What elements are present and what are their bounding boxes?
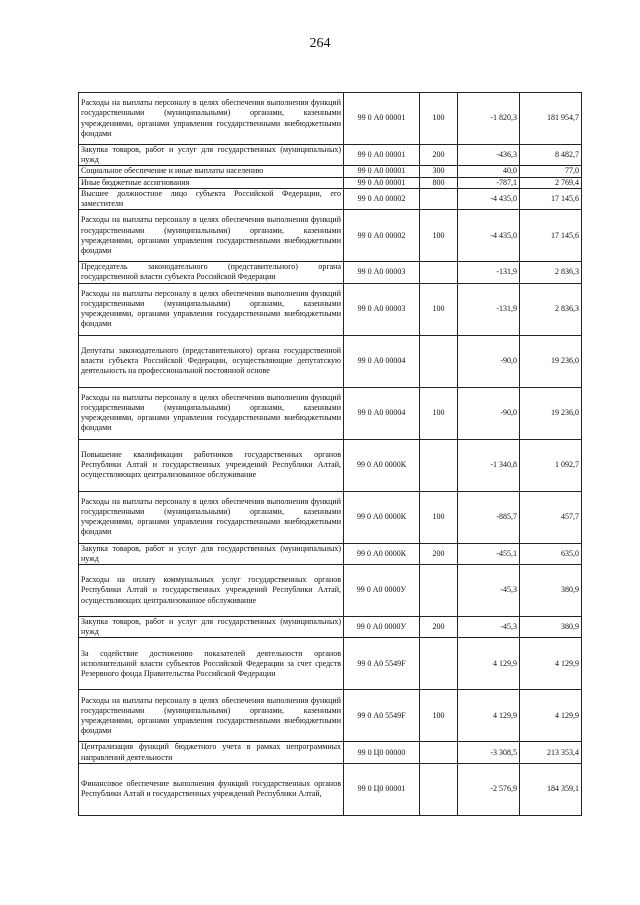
- expense-name-cell: За содействие достижению показателей деятельности органов исполнительной власти субъектов Российской Федерации за счет средств Резервного фонда Правительства Российской Федерации: [79, 638, 344, 690]
- target-article-cell: 99 0 А0 0000У: [344, 565, 420, 617]
- target-article-cell: 99 0 А0 0000К: [344, 543, 420, 564]
- table-row: [79, 387, 582, 439]
- change-amount-cell: 40,0: [458, 166, 520, 177]
- table-row: [79, 439, 582, 491]
- expense-name-cell: Финансовое обеспечение выполнения функций государственных органов Республики Алтай и государственных учреждений Республики Алтай,: [79, 763, 344, 815]
- expense-name-cell: Закупка товаров, работ и услуг для государственных (муниципальных) нужд: [79, 543, 344, 564]
- expense-name-cell: Высшее должностное лицо субъекта Российской Федерации, его заместители: [79, 188, 344, 209]
- change-amount-cell: -4 435,0: [458, 188, 520, 209]
- target-article-cell: 99 0 А0 5549F: [344, 638, 420, 690]
- total-amount-cell: 19 236,0: [520, 387, 582, 439]
- expense-name-cell: Расходы на выплаты персоналу в целях обеспечения выполнения функций государственными (муниципальными) органами, казенными учреждениями, органами управления государственными внебюджетными фондами: [79, 93, 344, 145]
- expense-name-cell: Расходы на выплаты персоналу в целях обеспечения выполнения функций государственными (муниципальными) органами, казенными учреждениями, органами управления государственными внебюджетными фондами: [79, 690, 344, 742]
- table-row: [79, 166, 582, 177]
- total-amount-cell: 1 092,7: [520, 439, 582, 491]
- expense-type-cell: 100: [420, 491, 458, 543]
- table-row: [79, 262, 582, 283]
- table-row: [79, 690, 582, 742]
- change-amount-cell: -4 435,0: [458, 210, 520, 262]
- expense-type-cell: 100: [420, 283, 458, 335]
- change-amount-cell: 4 129,9: [458, 638, 520, 690]
- expense-type-cell: [420, 565, 458, 617]
- expense-type-cell: [420, 638, 458, 690]
- total-amount-cell: 19 236,0: [520, 335, 582, 387]
- total-amount-cell: 635,0: [520, 543, 582, 564]
- expense-name-cell: Закупка товаров, работ и услуг для государственных (муниципальных) нужд: [79, 617, 344, 638]
- table-row: [79, 543, 582, 564]
- total-amount-cell: 77,0: [520, 166, 582, 177]
- expense-type-cell: [420, 335, 458, 387]
- expense-type-cell: [420, 439, 458, 491]
- expense-name-cell: Повышение квалификации работников государственных органов Республики Алтай и государственных учреждений Республики Алтай, осуществляющих централизованное обслуживание: [79, 439, 344, 491]
- target-article-cell: 99 0 А0 00003: [344, 262, 420, 283]
- table-row: [79, 210, 582, 262]
- change-amount-cell: 4 129,9: [458, 690, 520, 742]
- total-amount-cell: 457,7: [520, 491, 582, 543]
- target-article-cell: 99 0 Ц0 00000: [344, 742, 420, 763]
- expense-name-cell: Депутаты законодательного (представительного) органа государственной власти субъекта Российской Федерации, осуществляющие депутатскую деятельность на профессиональной постоянной основе: [79, 335, 344, 387]
- table-row: [79, 145, 582, 166]
- target-article-cell: 99 0 А0 5549F: [344, 690, 420, 742]
- table-row: [79, 283, 582, 335]
- expense-type-cell: [420, 188, 458, 209]
- target-article-cell: 99 0 А0 0000У: [344, 617, 420, 638]
- expense-type-cell: 100: [420, 690, 458, 742]
- table-row: [79, 638, 582, 690]
- total-amount-cell: 4 129,9: [520, 638, 582, 690]
- expense-type-cell: 100: [420, 93, 458, 145]
- target-article-cell: 99 0 А0 0000К: [344, 439, 420, 491]
- change-amount-cell: -90,0: [458, 335, 520, 387]
- total-amount-cell: 8 482,7: [520, 145, 582, 166]
- total-amount-cell: 380,9: [520, 617, 582, 638]
- total-amount-cell: 2 769,4: [520, 177, 582, 188]
- target-article-cell: 99 0 Ц0 00001: [344, 763, 420, 815]
- expense-type-cell: 300: [420, 166, 458, 177]
- target-article-cell: 99 0 А0 00002: [344, 210, 420, 262]
- target-article-cell: 99 0 А0 0000К: [344, 491, 420, 543]
- page-number: 264: [309, 36, 331, 51]
- expense-type-cell: 200: [420, 145, 458, 166]
- total-amount-cell: 2 836,3: [520, 283, 582, 335]
- change-amount-cell: -2 576,9: [458, 763, 520, 815]
- change-amount-cell: -1 340,8: [458, 439, 520, 491]
- table-row: [79, 742, 582, 763]
- target-article-cell: 99 0 А0 00001: [344, 93, 420, 145]
- change-amount-cell: -45,3: [458, 617, 520, 638]
- total-amount-cell: 17 145,6: [520, 188, 582, 209]
- expense-name-cell: Расходы на выплаты персоналу в целях обеспечения выполнения функций государственными (муниципальными) органами, казенными учреждениями, органами управления государственными внебюджетными фондами: [79, 283, 344, 335]
- table-row: [79, 177, 582, 188]
- table-row: [79, 491, 582, 543]
- expense-name-cell: Расходы на выплаты персоналу в целях обеспечения выполнения функций государственными (муниципальными) органами, казенными учреждениями, органами управления государственными внебюджетными фондами: [79, 491, 344, 543]
- budget-table: [78, 92, 582, 816]
- target-article-cell: 99 0 А0 00004: [344, 387, 420, 439]
- expense-name-cell: Закупка товаров, работ и услуг для государственных (муниципальных) нужд: [79, 145, 344, 166]
- total-amount-cell: 17 145,6: [520, 210, 582, 262]
- target-article-cell: 99 0 А0 00002: [344, 188, 420, 209]
- expense-name-cell: Расходы на выплаты персоналу в целях обеспечения выполнения функций государственными (муниципальными) органами, казенными учреждениями, органами управления государственными внебюджетными фондами: [79, 387, 344, 439]
- change-amount-cell: -45,3: [458, 565, 520, 617]
- expense-name-cell: Расходы на оплату коммунальных услуг государственных органов Республики Алтай и государственных учреждений Республики Алтай, осуществляющих централизованное обслуживание: [79, 565, 344, 617]
- target-article-cell: 99 0 А0 00003: [344, 283, 420, 335]
- change-amount-cell: -90,0: [458, 387, 520, 439]
- change-amount-cell: -787,1: [458, 177, 520, 188]
- expense-type-cell: 100: [420, 387, 458, 439]
- target-article-cell: 99 0 А0 00004: [344, 335, 420, 387]
- change-amount-cell: -436,3: [458, 145, 520, 166]
- total-amount-cell: 181 954,7: [520, 93, 582, 145]
- expense-type-cell: [420, 763, 458, 815]
- change-amount-cell: -131,9: [458, 283, 520, 335]
- target-article-cell: 99 0 А0 00001: [344, 166, 420, 177]
- expense-type-cell: 200: [420, 617, 458, 638]
- change-amount-cell: -885,7: [458, 491, 520, 543]
- expense-name-cell: Расходы на выплаты персоналу в целях обеспечения выполнения функций государственными (муниципальными) органами, казенными учреждениями, органами управления государственными внебюджетными фондами: [79, 210, 344, 262]
- expense-type-cell: [420, 262, 458, 283]
- change-amount-cell: -1 820,3: [458, 93, 520, 145]
- expense-type-cell: 800: [420, 177, 458, 188]
- expense-type-cell: 200: [420, 543, 458, 564]
- expense-name-cell: Социальное обеспечение и иные выплаты населению: [79, 166, 344, 177]
- total-amount-cell: 213 353,4: [520, 742, 582, 763]
- expense-type-cell: 100: [420, 210, 458, 262]
- total-amount-cell: 184 359,1: [520, 763, 582, 815]
- expense-name-cell: Централизация функций бюджетного учета в рамках непрограммных направлений деятельности: [79, 742, 344, 763]
- budget-table-body: [79, 93, 582, 816]
- total-amount-cell: 380,9: [520, 565, 582, 617]
- expense-name-cell: Председатель законодательного (представительного) органа государственной власти субъекта Российской Федерации: [79, 262, 344, 283]
- change-amount-cell: -455,1: [458, 543, 520, 564]
- table-row: [79, 565, 582, 617]
- total-amount-cell: 4 129,9: [520, 690, 582, 742]
- total-amount-cell: 2 836,3: [520, 262, 582, 283]
- target-article-cell: 99 0 А0 00001: [344, 145, 420, 166]
- table-row: [79, 93, 582, 145]
- expense-name-cell: Иные бюджетные ассигнования: [79, 177, 344, 188]
- table-row: [79, 763, 582, 815]
- table-row: [79, 188, 582, 209]
- change-amount-cell: -131,9: [458, 262, 520, 283]
- target-article-cell: 99 0 А0 00001: [344, 177, 420, 188]
- change-amount-cell: -3 308,5: [458, 742, 520, 763]
- expense-type-cell: [420, 742, 458, 763]
- table-row: [79, 335, 582, 387]
- table-row: [79, 617, 582, 638]
